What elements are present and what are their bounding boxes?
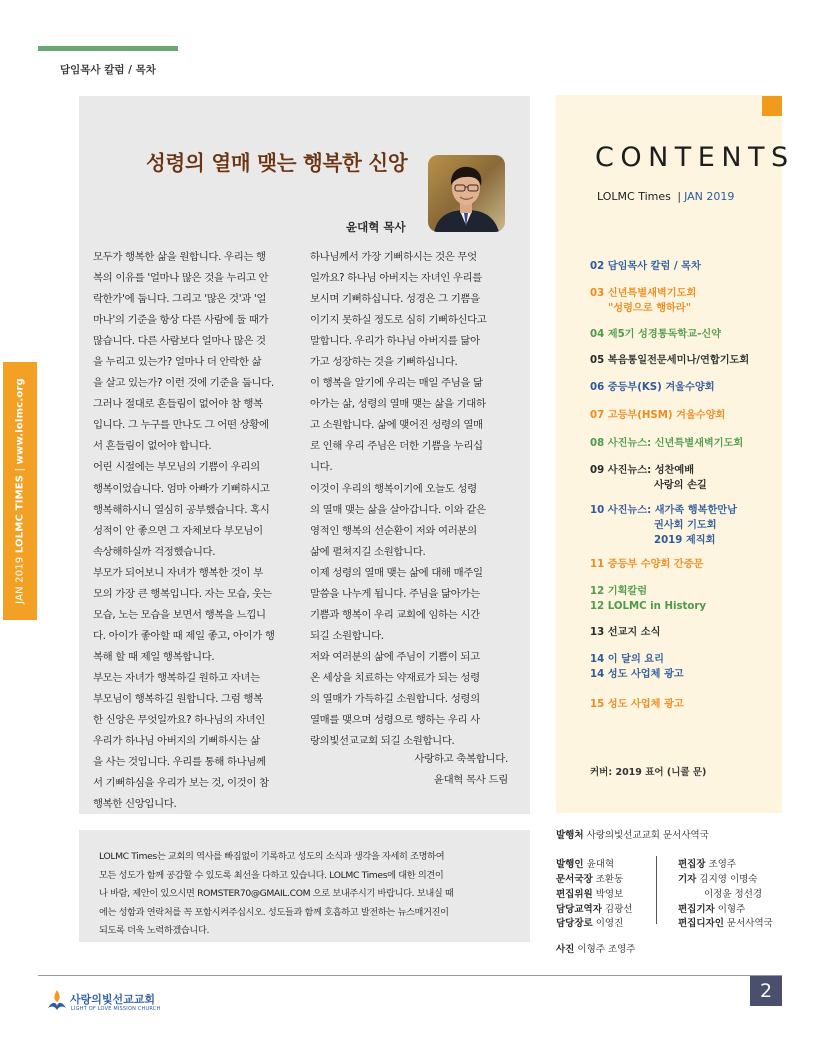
toc-line: 12 LOLMC in History xyxy=(590,601,707,612)
footer-rule xyxy=(38,975,782,976)
credit-value: 김광선 xyxy=(604,904,633,915)
credit-label: 편집위원 xyxy=(556,889,593,900)
article-line: 행복이었습니다. 엄마 아빠가 기뻐하시고 xyxy=(93,482,270,495)
article-line: 성적이 안 좋으면 그 자체보다 부모님이 xyxy=(93,524,263,537)
article-line: 행복한 신앙입니다. xyxy=(93,798,177,811)
cover-note: 커버: 2019 표어 (니콜 문) xyxy=(590,767,707,778)
article-line: 이 행복을 알기에 우리는 매일 주님을 닮 xyxy=(310,377,483,390)
credit-value: 이형주 조영주 xyxy=(577,944,636,955)
article-line: 말씀을 나누게 됩니다. 주님을 닮아가는 xyxy=(310,587,480,600)
credit-issuer xyxy=(556,856,614,870)
article-line: 일까요? 하나님 아버지는 자녀인 우리를 xyxy=(310,272,482,285)
toc-line: 사랑의 손길 xyxy=(654,480,707,491)
side-site: www.lolmc.org xyxy=(14,378,26,465)
article-line: 되길 소원합니다. xyxy=(310,629,384,642)
article-line: 삶에 펼쳐지길 소원합니다. xyxy=(310,545,426,558)
credit-label: 편집장 xyxy=(678,859,706,870)
article-line: 서 흔들림이 없어야 합니다. xyxy=(93,440,212,453)
toc-line: 05 복음통일전문세미나/연합기도회 xyxy=(590,355,750,366)
publication-name: LOLMC Times xyxy=(597,190,671,203)
article-line: 의 열매가 가득하길 소원합니다. 성령의 xyxy=(310,692,480,705)
toc-line: 10 사진뉴스: 새가족 행복한만남 xyxy=(590,505,737,516)
article-line: 의 열매 맺는 삶을 살아갑니다. 이와 같은 xyxy=(310,503,486,516)
toc-line: "성령으로 행하라" xyxy=(608,303,692,314)
credit-value: 조영주 xyxy=(708,859,737,870)
toc-item[interactable] xyxy=(590,557,703,572)
toc-line: 12 기획칼럼 xyxy=(590,586,648,597)
toc-line: 13 선교지 소식 xyxy=(590,627,661,638)
toc-item[interactable] xyxy=(590,353,749,368)
article-line: 복의 이유를 '얼마나 많은 것을 누리고 안 xyxy=(93,272,269,285)
side-tab-text xyxy=(15,378,26,604)
toc-item[interactable] xyxy=(590,436,743,451)
toc-item[interactable] xyxy=(590,652,684,682)
orange-accent-square xyxy=(762,96,782,116)
credit-label: 담당장로 xyxy=(556,918,593,929)
author-portrait-image xyxy=(428,155,505,232)
article-line: 로 인해 우리 주님은 더한 기쁨을 누리십 xyxy=(310,440,483,453)
article-line: 이기지 못하실 정도로 심히 기뻐하신다고 xyxy=(310,314,487,327)
toc-line: 07 고등부(HSM) 겨울수양회 xyxy=(590,410,726,421)
notice-line: 에는 성함과 연락처를 꼭 포함시켜주십시오. 성도들과 함께 호흡하고 발전하는 뉴스매거진이 xyxy=(99,906,449,918)
credit-label: 편집기자 xyxy=(678,904,715,915)
subtitle-separator: | xyxy=(677,190,682,203)
article-line: 그러나 절대로 흔들림이 없어야 참 행복 xyxy=(93,398,263,411)
toc-line: 11 중등부 수양회 간증문 xyxy=(590,559,704,570)
article-line: 하나님께서 가장 기뻐하시는 것은 무엇 xyxy=(310,251,477,263)
article-byline: 윤대혁 목사 xyxy=(346,220,406,234)
credit-label: 편집디자인 xyxy=(678,918,724,929)
credit-value: 사랑의빛선교교회 문서사역국 xyxy=(586,830,709,841)
article-column-left xyxy=(93,247,291,815)
credit-label: 사진 xyxy=(556,944,575,955)
credit-label: 발행처 xyxy=(556,830,584,841)
credit-value: 문서사역국 xyxy=(726,918,773,929)
credit-value: 김지영 이명숙 xyxy=(699,874,758,885)
closing-signature: 윤대혁 목사 드림 xyxy=(433,774,508,786)
credit-reporters xyxy=(678,871,757,885)
credit-editor-reporter xyxy=(678,901,745,915)
article-line: 서 기뻐하심을 우리가 보는 것, 이것이 참 xyxy=(93,777,269,790)
toc-line: 09 사진뉴스: 성찬예배 xyxy=(590,465,695,476)
credit-pastor xyxy=(556,901,632,915)
notice-line: LOLMC Times는 교회의 역사를 빠짐없이 기록하고 성도의 소식과 생각을 자세히 조명하여 xyxy=(99,851,445,862)
article-line: 모의 가장 큰 행복입니다. 자는 모습, 웃는 xyxy=(93,587,272,600)
toc-line: 권사회 기도회 xyxy=(654,520,717,531)
toc-item[interactable] xyxy=(590,408,725,423)
side-sep: | xyxy=(14,467,26,472)
credit-publisher xyxy=(556,827,709,841)
article-line: 모두가 행복한 삶을 원합니다. 우리는 행 xyxy=(93,251,266,263)
article-line: 모습, 노는 모습을 보면서 행복을 느낍니 xyxy=(93,608,266,621)
toc-item[interactable] xyxy=(590,625,660,640)
article-line: 락한가'에 둡니다. 그리고 '많은 것'과 '얼 xyxy=(93,293,267,306)
credit-label: 담당교역자 xyxy=(556,904,602,915)
toc-line: 15 성도 사업체 광고 xyxy=(590,699,684,710)
article-line: 입니다. 그 누구를 만나도 그 어떤 상황에 xyxy=(93,419,269,432)
contents-title: CONTENTS xyxy=(595,142,795,173)
credit-value: 박영보 xyxy=(595,889,624,900)
article-line: 랑의빛선교교회 되길 소원합니다. xyxy=(310,735,455,748)
credit-label: 문서국장 xyxy=(556,874,593,885)
side-brand: LOLMC TIMES xyxy=(14,474,26,554)
article-line: 보시며 기뻐하십니다. 성경은 그 기쁨을 xyxy=(310,293,480,306)
notice-line: 나 바람, 제안이 있으시면 ROMSTER70@GMAIL.COM 으로 보내주시기 바랍니다. 보내실 때 xyxy=(99,888,454,900)
toc-item[interactable] xyxy=(590,327,721,342)
article-line: 고 소원합니다. 삶에 맺어진 성령의 열매 xyxy=(310,419,483,432)
toc-item[interactable] xyxy=(590,259,701,274)
credit-director xyxy=(556,871,623,885)
church-name: 사랑의빛선교교회 xyxy=(70,993,156,1006)
toc-item[interactable] xyxy=(590,463,707,493)
credit-label: 발행인 xyxy=(556,859,584,870)
credit-value: 이형주 xyxy=(717,904,746,915)
issue-date: JAN 2019 xyxy=(684,190,735,203)
credit-committee xyxy=(556,886,623,900)
article-line: 을 살고 있는가? 이런 것에 기준을 둡니다. xyxy=(93,377,274,390)
toc-line: 2019 제직회 xyxy=(654,535,716,546)
article-line: 열매를 맺으며 성령으로 행하는 우리 사 xyxy=(310,714,480,727)
toc-line: 08 사진뉴스: 신년특별새벽기도회 xyxy=(590,438,744,449)
toc-line: 04 제5기 성경통독학교-신약 xyxy=(590,329,721,340)
credit-value: 윤대혁 xyxy=(586,859,615,870)
toc-line: 06 중등부(KS) 겨울수양회 xyxy=(590,382,715,393)
author-photo xyxy=(428,155,505,232)
article-line: 다. 아이가 좋아할 때 제일 좋고, 아이가 행 xyxy=(93,629,275,642)
toc-item[interactable] xyxy=(590,503,737,548)
credit-reporters-2 xyxy=(704,886,762,900)
toc-item[interactable] xyxy=(590,380,715,395)
credit-value: 조환동 xyxy=(595,874,624,885)
article-line: 어린 시절에는 부모님의 기쁨이 우리의 xyxy=(93,461,260,474)
article-line: 을 사는 것입니다. 우리를 통해 하나님께 xyxy=(93,756,266,769)
article-line: 저와 여러분의 삶에 주님이 기쁨이 되고 xyxy=(310,650,480,663)
toc-line: 03 신년특별새벽기도회 xyxy=(590,288,697,299)
page-number: 2 xyxy=(750,976,782,1006)
credit-photo xyxy=(556,941,635,955)
credit-value: 이영진 xyxy=(595,918,624,929)
credit-elder xyxy=(556,915,623,929)
article-line: 한 신앙은 무엇일까요? 하나님의 자녀인 xyxy=(93,714,265,727)
article-line: 온 세상을 치료하는 약재료가 되는 성령 xyxy=(310,671,480,684)
article-line: 을 누리고 있는가? 얼마나 더 안락한 삶 xyxy=(93,356,262,369)
toc-item[interactable] xyxy=(590,286,696,316)
toc-line: 14 이 달의 요리 xyxy=(590,654,665,665)
credit-designer xyxy=(678,915,773,929)
article-line: 행복해하시니 열심히 공부했습니다. 혹시 xyxy=(93,503,270,516)
notice-line: 되도록 더욱 노력하겠습니다. xyxy=(99,925,210,937)
article-line: 많습니다. 다른 사람보다 얼마나 많은 것 xyxy=(93,335,266,348)
side-date: JAN 2019 xyxy=(14,556,26,604)
church-english-name: LIGHT OF LOVE MISSION CHURCH xyxy=(71,1006,161,1012)
article-column-right xyxy=(310,247,508,752)
credit-chief-editor xyxy=(678,856,736,870)
article-title: 성령의 열매 맺는 행복한 신앙 xyxy=(146,151,408,175)
notice-line: 모든 성도가 함께 공감할 수 있도록 최선을 다하고 있습니다. LOLMC Times에 대한 의견이 xyxy=(99,869,444,881)
article-line: 부모님이 행복하길 원합니다. 그럼 행복 xyxy=(93,692,263,705)
article-line: 복해 할 때 제일 행복합니다. xyxy=(93,650,215,663)
credit-label: 기자 xyxy=(678,874,697,885)
contents-subtitle xyxy=(597,190,734,203)
article-line: 속상해하실까 걱정했습니다. xyxy=(93,545,216,558)
toc-line: 02 담임목사 칼럼 / 목차 xyxy=(590,261,701,272)
article-line: 영적인 행복의 선순환이 저와 여러분의 xyxy=(310,524,477,537)
notice-text xyxy=(99,848,519,941)
church-logo-icon xyxy=(46,988,68,1016)
article-line: 마나'의 기준을 항상 다른 사람에 둘 때가 xyxy=(93,314,269,327)
article-line: 부모는 자녀가 행복하길 원하고 자녀는 xyxy=(93,671,260,684)
article-line: 기쁨과 행복이 우리 교회에 임하는 시간 xyxy=(310,608,480,621)
article-line: 이제 성령의 열매 맺는 삶에 대해 매주일 xyxy=(310,566,483,579)
article-line: 가고 성장하는 것을 기뻐하십니다. xyxy=(310,356,458,369)
article-line: 우리가 하나님 아버지의 기뻐하시는 삶 xyxy=(93,735,260,748)
section-label: 담임목사 칼럼 / 목차 xyxy=(60,64,156,76)
closing-blessing: 사랑하고 축복합니다. xyxy=(414,753,508,765)
credit-value: 이정윤 정선경 xyxy=(704,889,763,900)
article-line: 니다. xyxy=(310,461,333,474)
toc-item[interactable] xyxy=(590,697,684,712)
credits-divider xyxy=(656,856,657,924)
article-line: 아가는 삶, 성령의 열매 맺는 삶을 기대하 xyxy=(310,398,486,411)
toc-line: 14 성도 사업체 광고 xyxy=(590,669,684,680)
article-line: 이것이 우리의 행복이기에 오늘도 성령 xyxy=(310,482,477,495)
article-line: 말합니다. 우리가 하나님 아버지를 닮아 xyxy=(310,335,480,348)
toc-item[interactable] xyxy=(590,584,706,614)
article-line: 부모가 되어보니 자녀가 행복한 것이 부 xyxy=(93,566,263,579)
top-accent-rule xyxy=(38,46,178,51)
